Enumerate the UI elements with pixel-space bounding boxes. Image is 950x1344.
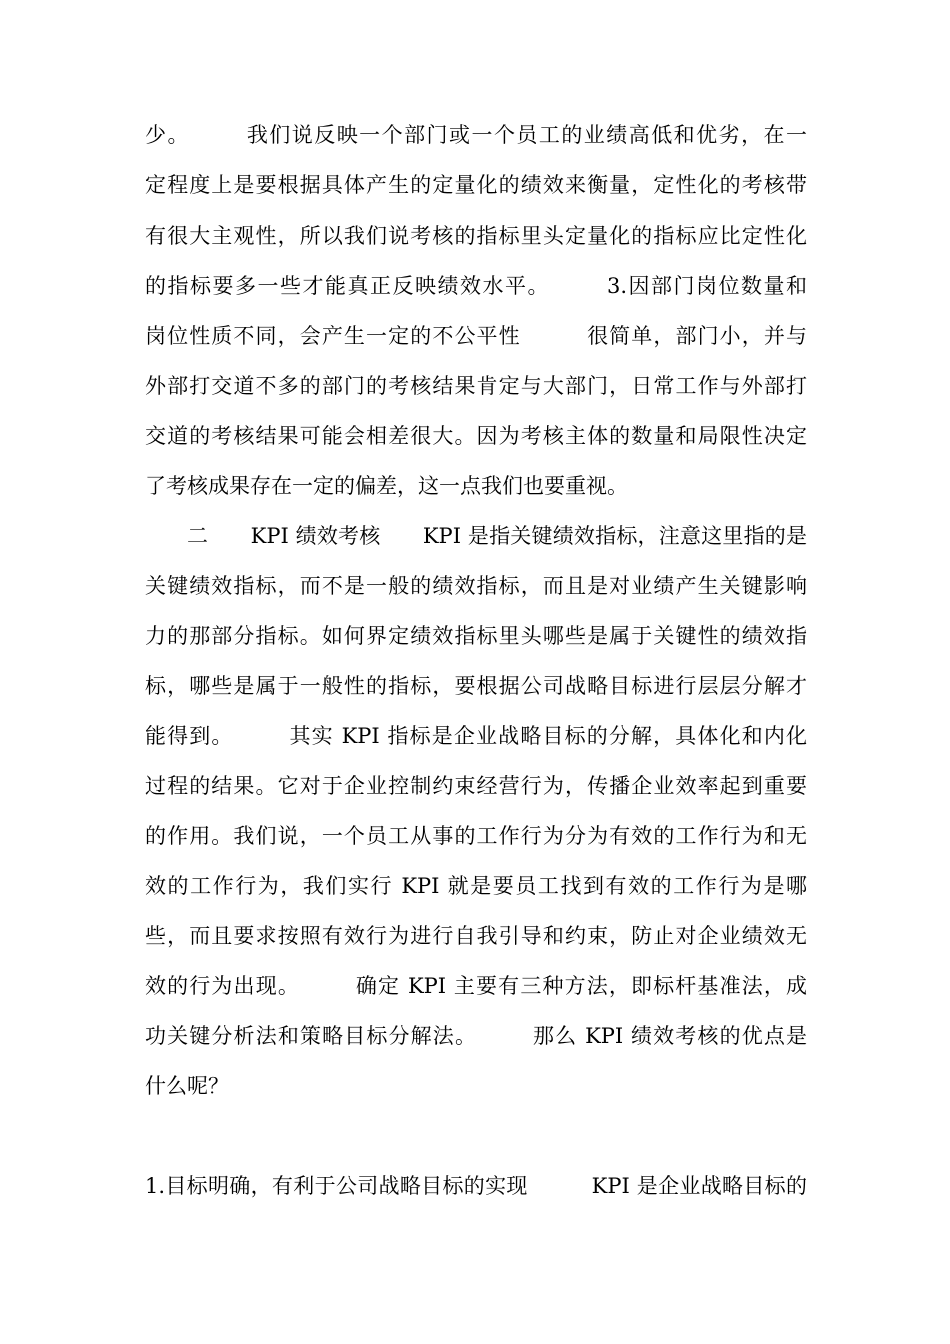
text-line: 外部打交道不多的部门的考核结果肯定与大部门，日常工作与外部打	[145, 374, 807, 398]
text-line: 效的行为出现。 确定 KPI 主要有三种方法，即标杆基准法，成	[145, 974, 807, 998]
text-line: 少。 我们说反映一个部门或一个员工的业绩高低和优劣，在一	[145, 123, 807, 147]
text-line: 过程的结果。它对于企业控制约束经营行为，传播企业效率起到重要	[145, 774, 807, 798]
text-line: 些，而且要求按照有效行为进行自我引导和约束，防止对企业绩效无	[145, 924, 807, 948]
text-line: 定程度上是要根据具体产生的定量化的绩效来衡量，定性化的考核带	[145, 173, 807, 197]
text-line: 的指标要多一些才能真正反映绩效水平。 3.因部门岗位数量和	[145, 274, 807, 298]
section-heading-line: 二 KPI 绩效考核 KPI 是指关键绩效指标，注意这里指的是	[187, 524, 807, 548]
text-line: 岗位性质不同，会产生一定的不公平性 很简单，部门小，并与	[145, 324, 807, 348]
text-line: 关键绩效指标，而不是一般的绩效指标，而且是对业绩产生关键影响	[145, 574, 807, 598]
text-line: 交道的考核结果可能会相差很大。因为考核主体的数量和局限性决定	[145, 424, 807, 448]
text-line: 有很大主观性，所以我们说考核的指标里头定量化的指标应比定性化	[145, 224, 807, 248]
text-line: 了考核成果存在一定的偏差，这一点我们也要重视。	[145, 474, 628, 498]
text-line: 标，哪些是属于一般性的指标，要根据公司战略目标进行层层分解才	[145, 674, 807, 698]
text-line: 力的那部分指标。如何界定绩效指标里头哪些是属于关键性的绩效指	[145, 624, 807, 648]
text-line: 功关键分析法和策略目标分解法。 那么 KPI 绩效考核的优点是	[145, 1024, 807, 1048]
text-line: 能得到。 其实 KPI 指标是企业战略目标的分解，具体化和内化	[145, 724, 807, 748]
text-line: 的作用。我们说，一个员工从事的工作行为分为有效的工作行为和无	[145, 824, 807, 848]
text-line: 什么呢？	[145, 1074, 229, 1098]
text-line: 1.目标明确，有利于公司战略目标的实现 KPI 是企业战略目标的	[145, 1174, 807, 1198]
text-line: 效的工作行为，我们实行 KPI 就是要员工找到有效的工作行为是哪	[145, 874, 807, 898]
